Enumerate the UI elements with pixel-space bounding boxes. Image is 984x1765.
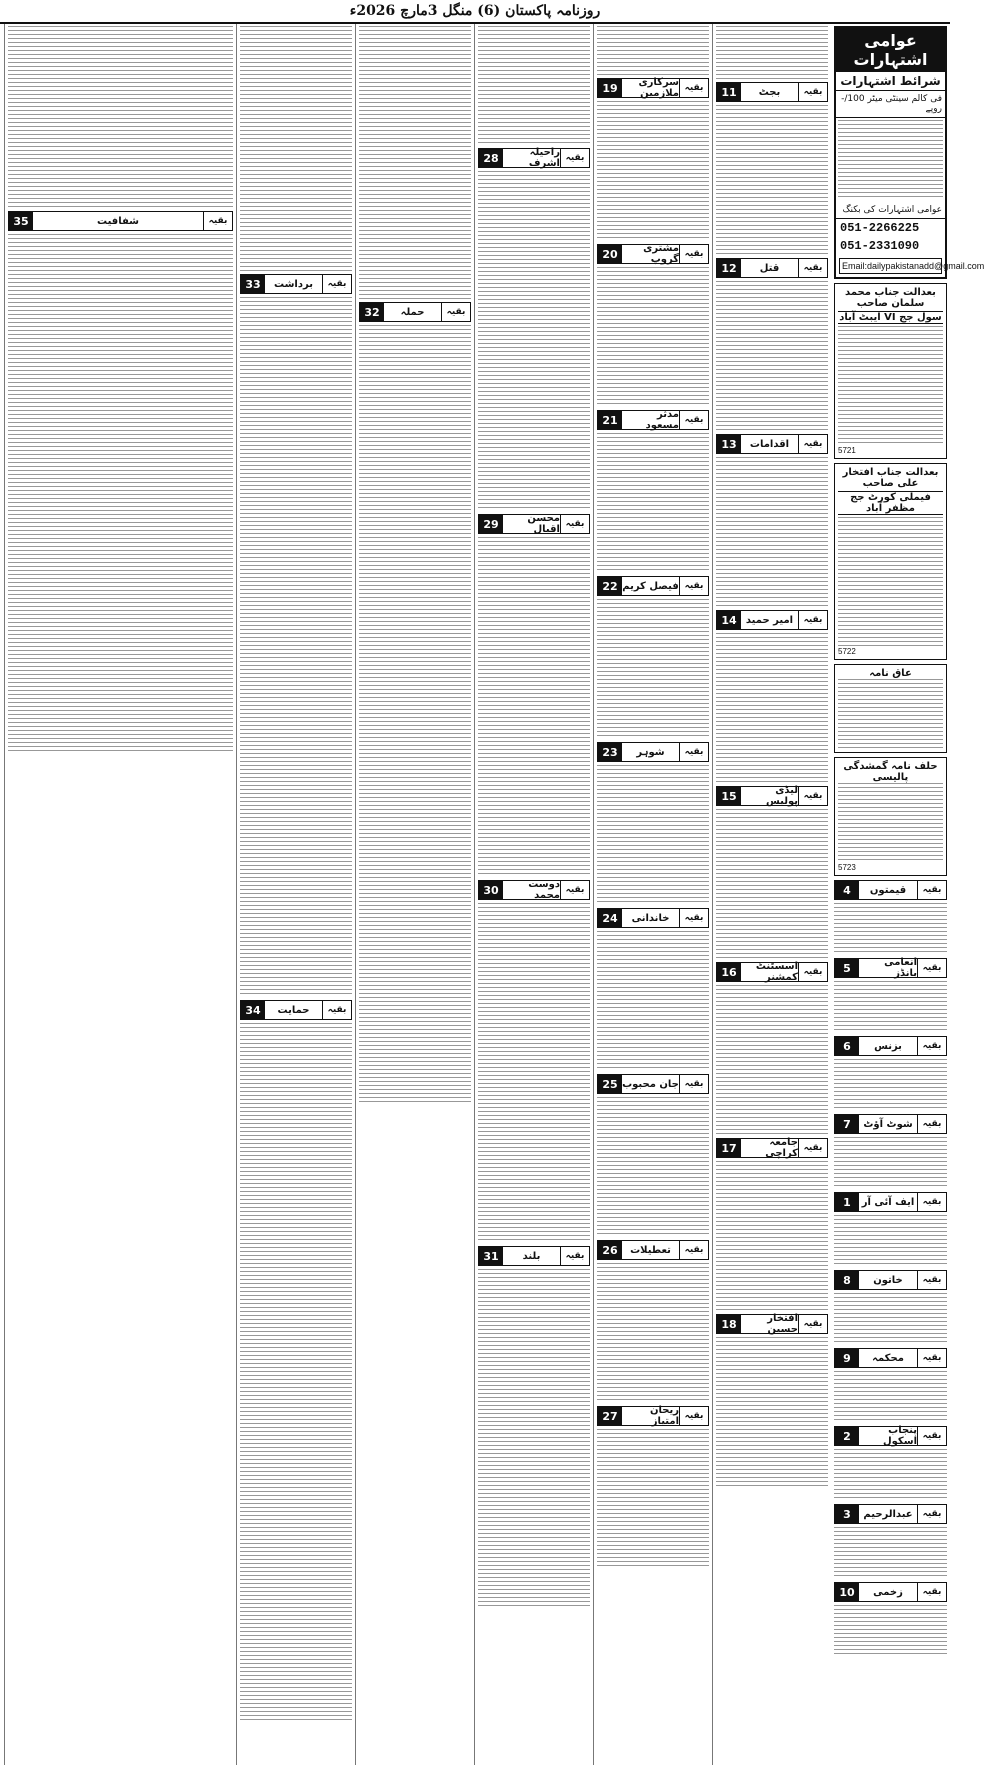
story-text [834,1059,947,1111]
story-text [597,101,709,241]
continuation-number: 28 [479,149,503,167]
story-text [359,26,471,299]
story-text [597,765,709,905]
continuation-number: 11 [717,83,741,101]
continuation-label: بقیہ [917,959,946,977]
continuation-heading [597,1406,709,1426]
continuation-label: بقیہ [560,149,589,167]
continuation-keyword: زخمی [873,1586,903,1598]
continuation-keyword: ایف آئی آر [861,1196,915,1208]
continuation-keyword: محسن اقبال [527,513,560,535]
ads-rate: فی کالم سینٹی میٹر 100/- روپے [836,91,945,118]
column-5 [593,24,712,1765]
continuation-number: 9 [835,1349,859,1367]
continuation-keyword: راحیلہ اشرف [528,147,560,169]
continuation-label: بقیہ [917,1427,946,1445]
lost-policy-notice: حلف نامہ گمشدگی پالیسی 5723 [834,757,947,876]
continuation-number: 32 [360,303,384,321]
continuation-heading [716,258,828,278]
court-notice-1: بعدالت جناب محمد سلمان صاحب سول جج VI ایبٹ آباد 5721 [834,283,947,459]
story-text [834,1293,947,1345]
continuation-heading [834,1114,947,1134]
story-text [834,1527,947,1579]
continuation-label: بقیہ [560,1247,589,1265]
continuation-keyword: سرکاری ملازمین [638,77,679,99]
continuation-keyword: برداشت [274,278,313,290]
column-3 [355,24,474,1765]
story-text [834,1215,947,1267]
story-text [597,267,709,407]
continuation-number: 34 [241,1001,265,1019]
continuation-heading [716,962,828,982]
continuation-keyword: خاندانی [631,912,670,924]
story-text [8,26,233,208]
continuation-label: بقیہ [917,881,946,899]
continuation-number: 29 [479,515,503,533]
continuation-label: بقیہ [917,1271,946,1289]
continuation-heading [834,1504,947,1524]
continuation-label: بقیہ [441,303,470,321]
continuation-heading [834,958,947,978]
continuation-label: بقیہ [322,1001,351,1019]
continuation-label: بقیہ [679,1075,708,1093]
ads-booking: عوامی اشتہارات کی بکنگ [836,202,945,219]
continuation-number: 12 [717,259,741,277]
continuation-number: 31 [479,1247,503,1265]
continuation-label: بقیہ [917,1505,946,1523]
story-text [478,171,590,511]
continuation-keyword: دوست محمد [528,879,560,901]
continuation-heading [478,1246,590,1266]
continuation-keyword: امیر حمید [745,614,794,626]
continuation-heading [716,434,828,454]
story-text [716,105,828,255]
continuation-heading [240,274,352,294]
continuation-label: بقیہ [917,1583,946,1601]
continuation-number: 24 [598,909,622,927]
continuation-number: 25 [598,1075,622,1093]
disinherit-notice: عاق نامہ [834,664,947,753]
continuation-number: 4 [835,881,859,899]
story-text [834,903,947,955]
continuation-keyword: حمایت [277,1004,310,1016]
continuation-label: بقیہ [798,435,827,453]
continuation-label: بقیہ [917,1115,946,1133]
continuation-number: 1 [835,1193,859,1211]
story-text [834,981,947,1033]
continuation-number: 17 [717,1139,741,1157]
continuation-keyword: بلند [522,1250,541,1262]
continuation-heading [834,1036,947,1056]
continuation-heading [834,1192,947,1212]
continuation-heading [716,610,828,630]
continuation-keyword: پنجاب اسکول [882,1425,917,1447]
continuation-heading [716,82,828,102]
story-text [478,26,590,145]
story-text [716,26,828,79]
column-ads [831,24,984,1765]
story-text [716,985,828,1135]
story-text [834,1137,947,1189]
story-text [834,1605,947,1657]
continuation-number: 35 [9,212,33,230]
story-text [716,457,828,607]
story-text [597,1097,709,1237]
continuation-keyword: ریحان امتیاز [649,1405,679,1427]
court-notice-2: بعدالت جناب افتخار علی صاحب فیملی کورٹ جج مظفر آباد 5722 [834,463,947,660]
story-text [8,234,233,754]
continuation-label: بقیہ [917,1037,946,1055]
continuation-heading [597,1240,709,1260]
ads-email: Email:dailypakistanadd@gmail.com [839,258,942,274]
continuation-label: بقیہ [679,909,708,927]
story-text [478,1269,590,1609]
continuation-heading [716,1314,828,1334]
continuation-number: 7 [835,1115,859,1133]
continuation-heading [834,1426,947,1446]
continuation-heading [834,1348,947,1368]
continuation-number: 16 [717,963,741,981]
continuation-keyword: مشتری گروپ [643,243,679,265]
continuation-heading [478,514,590,534]
continuation-keyword: لیڈی پولیس [766,785,798,807]
continuation-number: 21 [598,411,622,429]
continuation-keyword: افتخار حسین [767,1313,798,1335]
continuation-number: 5 [835,959,859,977]
story-text [834,1371,947,1423]
continuation-keyword: عبدالرحیم [863,1508,913,1520]
continuation-number: 10 [835,1583,859,1601]
continuation-keyword: انعامی بانڈز [884,957,917,979]
continuation-keyword: حملہ [400,306,425,318]
story-text [597,26,709,75]
continuation-number: 18 [717,1315,741,1333]
continuation-heading [597,410,709,430]
continuation-label: بقیہ [798,1315,827,1333]
continuation-label: بقیہ [679,411,708,429]
continuation-heading [716,1138,828,1158]
continuation-number: 19 [598,79,622,97]
ads-terms-text [836,118,945,202]
continuation-number: 15 [717,787,741,805]
continuation-keyword: شوٹ آؤٹ [863,1118,913,1130]
continuation-heading [359,302,471,322]
continuation-keyword: قیمتوں [869,884,907,896]
continuation-keyword: محکمہ [872,1352,904,1364]
continuation-number: 27 [598,1407,622,1425]
continuation-number: 2 [835,1427,859,1445]
continuation-heading [597,78,709,98]
story-text [716,1337,828,1487]
continuation-keyword: شفافیت [97,215,140,227]
continuation-label: بقیہ [679,1241,708,1259]
continuation-label: بقیہ [679,743,708,761]
continuation-heading [834,880,947,900]
story-text [716,633,828,783]
story-text [716,1161,828,1311]
continuation-number: 3 [835,1505,859,1523]
continuation-heading [597,742,709,762]
continuation-keyword: اسسٹنٹ کمشنر [755,961,798,983]
story-text [240,26,352,271]
continuation-number: 13 [717,435,741,453]
continuation-number: 6 [835,1037,859,1055]
continuation-keyword: خاتون [873,1274,903,1286]
continuation-keyword: بجٹ [758,86,781,98]
continuation-label: بقیہ [917,1193,946,1211]
story-text [478,903,590,1243]
continuation-heading [716,786,828,806]
story-text [478,537,590,877]
continuation-label: بقیہ [679,577,708,595]
column-2 [236,24,355,1765]
story-text [240,297,352,997]
continuation-label: بقیہ [798,259,827,277]
continuation-heading [597,908,709,928]
column-7-stories [834,880,947,1657]
continuation-heading [597,1074,709,1094]
continuation-heading [478,880,590,900]
continuation-label: بقیہ [560,881,589,899]
story-text [716,809,828,959]
continuation-label: بقیہ [679,245,708,263]
story-text [597,1263,709,1403]
column-4 [474,24,593,1765]
continuation-label: بقیہ [203,212,232,230]
continuation-label: بقیہ [798,787,827,805]
continuation-number: 23 [598,743,622,761]
continuation-label: بقیہ [798,611,827,629]
continuation-label: بقیہ [798,963,827,981]
continuation-keyword: مدثر مسعود [645,409,679,431]
continuation-keyword: تعطیلات [630,1244,671,1256]
continuation-label: بقیہ [679,1407,708,1425]
ads-subtitle: شرائط اشتہارات [836,72,945,91]
continuation-keyword: فیصل کریم [622,580,679,592]
continuation-heading [834,1270,947,1290]
continuation-heading [478,148,590,168]
continuation-keyword: جامعہ کراچی [765,1137,798,1159]
continuation-heading [597,576,709,596]
continuation-number: 20 [598,245,622,263]
continuation-label: بقیہ [560,515,589,533]
continuation-keyword: اقدامات [749,438,790,450]
story-text [359,325,471,1105]
continuation-heading [597,244,709,264]
ads-header [834,26,984,279]
continuation-keyword: بزنس [874,1040,902,1052]
continuation-label: بقیہ [322,275,351,293]
continuation-heading [8,211,233,231]
story-text [597,1429,709,1569]
continuation-keyword: قتل [759,262,780,274]
continuation-heading [834,1582,947,1602]
story-text [597,599,709,739]
column-1 [4,24,236,1765]
column-6 [712,24,831,1765]
ads-phone-1: 051-2266225 [840,221,920,235]
continuation-number: 22 [598,577,622,595]
continuation-number: 33 [241,275,265,293]
masthead: روزنامہ پاکستان (6) منگل 3مارچ 2026ء [0,0,950,24]
story-text [240,1023,352,1723]
continuation-label: بقیہ [917,1349,946,1367]
continuation-label: بقیہ [679,79,708,97]
continuation-number: 14 [717,611,741,629]
continuation-number: 8 [835,1271,859,1289]
story-text [834,1449,947,1501]
continuation-number: 30 [479,881,503,899]
ads-phone-2: 051-2331090 [840,239,920,253]
ads-title: عوامی اشتہارات [836,28,945,72]
continuation-heading [240,1000,352,1020]
continuation-label: بقیہ [798,1139,827,1157]
continuation-keyword: شوہر [636,746,665,758]
story-text [597,433,709,573]
columns [0,24,984,1765]
continuation-keyword: جان محبوب [622,1078,679,1090]
continuation-label: بقیہ [798,83,827,101]
continuation-number: 26 [598,1241,622,1259]
story-text [716,281,828,431]
story-text [597,931,709,1071]
